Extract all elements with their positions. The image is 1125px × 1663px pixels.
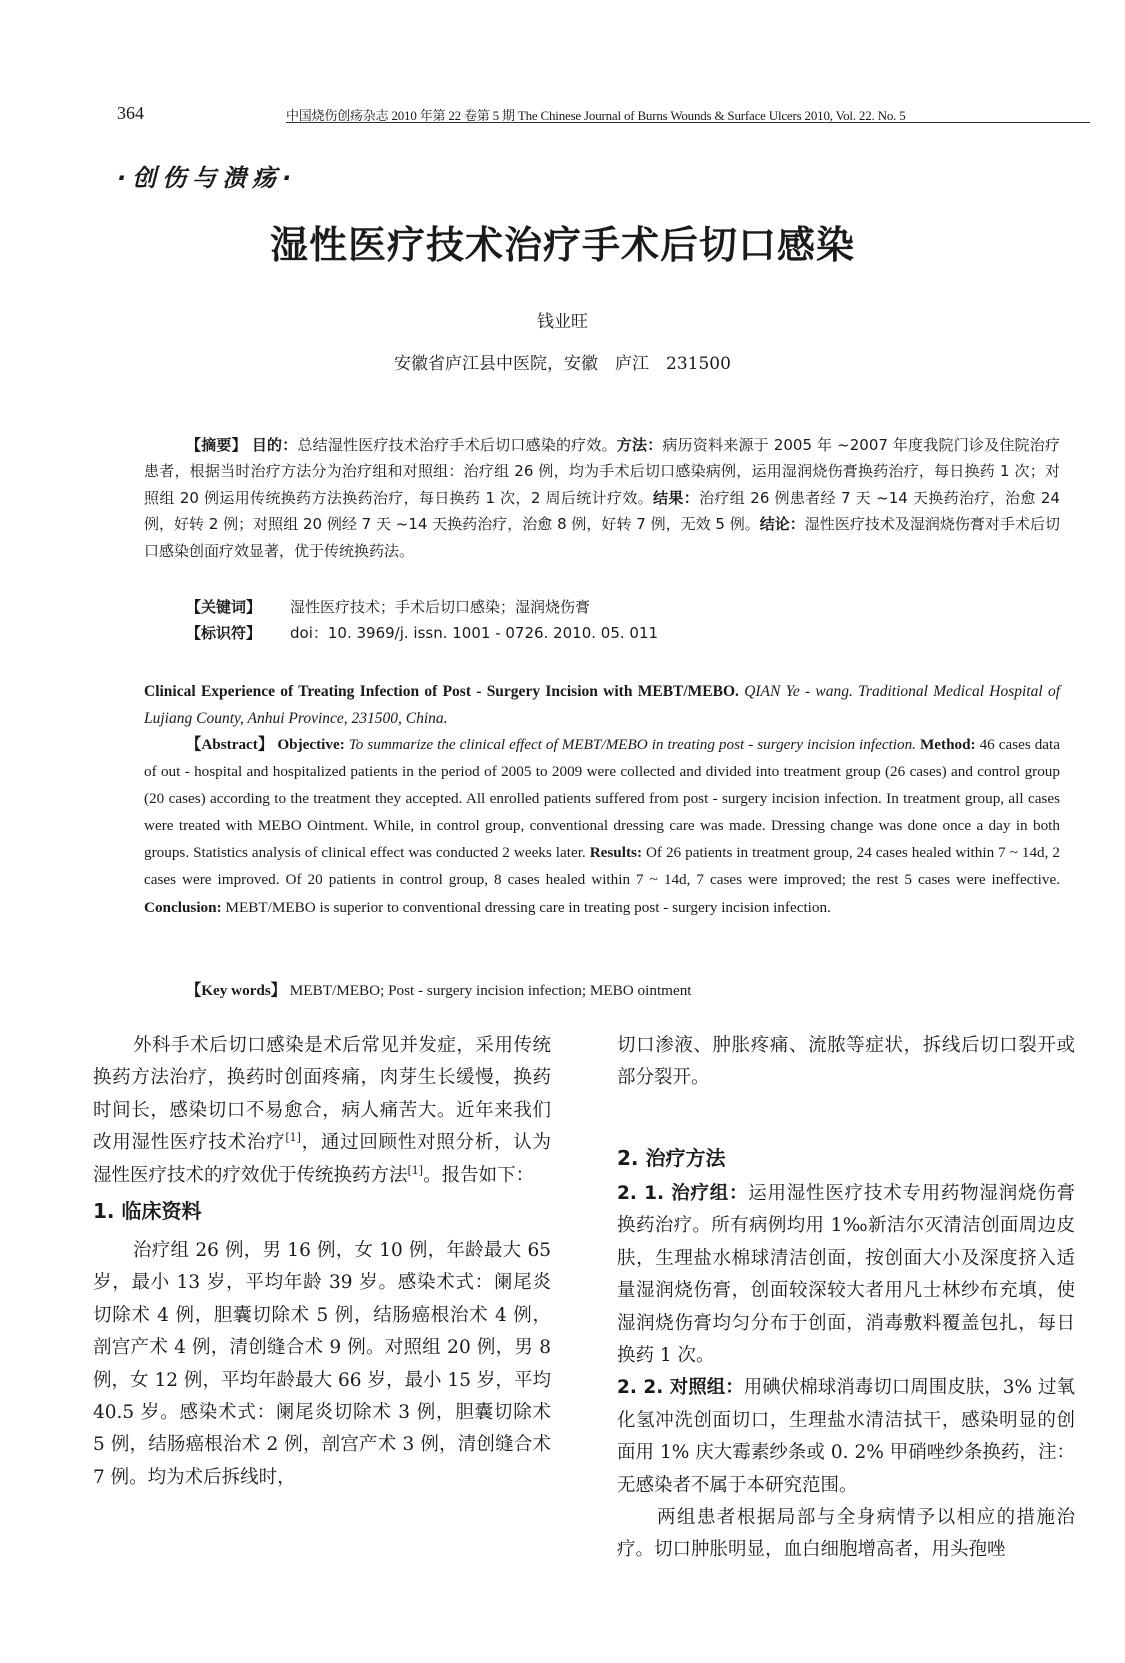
heading-clinical-data: 1. 临床资料 <box>93 1199 202 1223</box>
heading-treatment-method: 2. 治疗方法 <box>617 1146 726 1170</box>
conclusion-text: 湿性医疗技术及湿润烧伤膏对手术后切口感染创面疗效显著，优于传统换药法。 <box>144 515 1060 560</box>
page-number: 364 <box>117 103 144 123</box>
clinical-cont-text: 切口渗液、肿胀疼痛、流脓等症状，拆线后切口裂开或部分裂开。 <box>617 1035 1075 1089</box>
intro-text-mid: ，通过回顾性对照分析，认为湿性医疗技术的疗效优于传统换药方法 <box>93 1132 551 1186</box>
method-text: 病历资料来源于 2005 年 ~2007 年度我院门诊及住院治疗患者，根据当时治疗方法分为治疗组和对照组：治疗组 26 例，均为手术后切口感染病例，运用湿润烧伤膏换药治疗，每日换药 1 次；对照组 20 例运用传统换药方法换药治疗，每日换药 1 次，2 周后统计疗效。 <box>144 436 1060 507</box>
treatment-group-para <box>617 1178 1075 1372</box>
clinical-paragraph <box>93 1235 551 1494</box>
keywords-cn-label: 【关键词】 <box>186 598 262 616</box>
affiliation: 安徽省庐江县中医院，安徽 庐江 231500 <box>394 354 731 374</box>
both-groups-text: 两组患者根据局部与全身病情予以相应的措施治疗。切口肿胀明显，血白细胞增高者，用头孢唑 <box>617 1507 1075 1561</box>
section-label: ·创伤与溃疡· <box>117 164 298 192</box>
abstract-cn <box>144 432 1060 564</box>
treatment-group-text: 运用湿性医疗技术专用药物湿润烧伤膏换药治疗。所有病例均用 1‰新洁尔灭清洁创面周边皮肤，生理盐水棉球清洁创面，按创面大小及深度挤入适量湿润烧伤膏，创面较深较大者用凡士林纱布充填，使湿润烧伤膏均匀分布于创面，消毒敷料覆盖包扎，每日换药 1 次。 <box>617 1183 1075 1367</box>
abstract-en-label: 【Abstract】 <box>186 736 274 753</box>
results-en-text: Of 26 patients in treatment group, 24 cases healed within 7 ~ 14d, 2 cases were improved. Of 20 patients in control group, 8 cases healed within 7 ~ 14d, 7 cases were improved; the rest 5 cases were ineffective. <box>144 844 1061 889</box>
abstract-label: 【摘要】 <box>186 436 247 454</box>
objective-label: 目的： <box>251 436 298 454</box>
citation-ref: [1] <box>285 1131 301 1145</box>
author: 钱业旺 <box>537 312 588 332</box>
control-group-text: 用碘伏棉球消毒切口周围皮肤，3% 过氧化氢冲洗创面切口，生理盐水清洁拭干，感染明显的创面用 1% 庆大霉素纱条或 0. 2% 甲硝唑纱条换药，注：无感染者不属于本研究范围。 <box>617 1377 1076 1496</box>
conclusion-label: 结论： <box>759 515 805 534</box>
header-rule <box>286 122 1090 123</box>
keywords-cn <box>186 596 590 617</box>
clinical-text: 治疗组 26 例，男 16 例，女 10 例，年龄最大 65 岁，最小 13 岁，平均年龄 39 岁。感染术式：阑尾炎切除术 4 例，胆囊切除术 5 例，结肠癌根治术 4 例，剖宫产术 4 例，清创缝合术 9 例。对照组 20 例，男 8 例，女 12 例，平均年龄最大 66 岁，最小 15 岁，平均 40.5 岁。感染术式：阑尾炎切除术 3 例，胆囊切除术 5 例，结肠癌根治术 2 例，剖宫产术 3 例，清创缝合术 7 例。均为术后拆线时， <box>93 1240 551 1488</box>
keywords-cn-value: 湿性医疗技术；手术后切口感染；湿润烧伤膏 <box>290 598 591 616</box>
control-group-label: 2. 2. 对照组： <box>617 1377 744 1399</box>
conclusion-en-label: Conclusion: <box>144 898 222 916</box>
objective-text: 总结湿性医疗技术治疗手术后切口感染的疗效。 <box>297 436 617 454</box>
intro-text-end: 。报告如下： <box>423 1164 535 1186</box>
objective-en-text: To summarize the clinical effect of MEBT/MEBO in treating post - surgery incision infection. <box>348 736 916 753</box>
english-title: Clinical Experience of Treating Infection of Post - Surgery Incision with MEBT/MEBO. <box>144 683 739 700</box>
result-text: 治疗组 26 例患者经 7 天 ~14 天换药治疗，治愈 24 例，好转 2 例；对照组 20 例经 7 天 ~14 天换药治疗，治愈 8 例，好转 7 例，无效 5 例。 <box>144 488 1060 534</box>
results-en-label: Results: <box>589 844 642 862</box>
control-group-para <box>617 1372 1075 1502</box>
abstract-en <box>144 731 1060 921</box>
article-title: 湿性医疗技术治疗手术后切口感染 <box>269 223 855 267</box>
keywords-en-value: MEBT/MEBO; Post - surgery incision infection; MEBO ointment <box>289 982 692 999</box>
clinical-continuation <box>617 1030 1075 1095</box>
method-en-text: 46 cases data of out - hospital and hospitalized patients in the period of 2005 to 2009 were collected and divided into treatment group (26 cases) and control group (20 cases) according to the treatment they accepted. All enrolled patients suffered from post - surgery incision infection. In treatment group, all cases were treated with MEBO Ointment. While, in control group, conventional dressing care was made. Dressing change was done once a day in both groups. Statistics analysis of clinical effect was conducted 2 weeks later. <box>144 736 1061 862</box>
treatment-group-label: 2. 1. 治疗组： <box>617 1183 749 1204</box>
method-en-label: Method: <box>919 736 976 753</box>
running-header: 中国烧伤创疡杂志 2010 年第 22 卷第 5 期 The Chinese Journal of Burns Wounds & Surface Ulcers 2010, Vol. 22. No. 5 <box>286 108 906 123</box>
identifier-label: 【标识符】 <box>186 624 262 642</box>
method-label: 方法： <box>616 436 663 454</box>
keywords-en <box>186 979 692 1000</box>
keywords-en-label: 【Key words】 <box>186 982 286 999</box>
objective-en-label: Objective: <box>277 736 345 753</box>
citation-ref: [1] <box>407 1163 424 1177</box>
english-title-block <box>144 678 1060 732</box>
identifier <box>186 622 658 643</box>
treatment-paragraphs <box>617 1178 1075 1567</box>
intro-text: 外科手术后切口感染是术后常见并发症，采用传统换药方法治疗，换药时创面疼痛，肉芽生长缓慢，换药时间长，感染切口不易愈合，病人痛苦大。近年来我们改用湿性医疗技术治疗 <box>93 1035 551 1154</box>
english-author-affiliation: QIAN Ye - wang. Traditional Medical Hospital of Lujiang County, Anhui Province, 231500, China. <box>144 683 1061 727</box>
conclusion-en-text: MEBT/MEBO is superior to conventional dressing care in treating post - surgery incision infection. <box>225 898 831 916</box>
intro-paragraph <box>93 1030 551 1192</box>
doi: doi：10. 3969/j. issn. 1001 - 0726. 2010. 05. 011 <box>290 624 659 642</box>
result-label: 结果： <box>653 488 700 507</box>
